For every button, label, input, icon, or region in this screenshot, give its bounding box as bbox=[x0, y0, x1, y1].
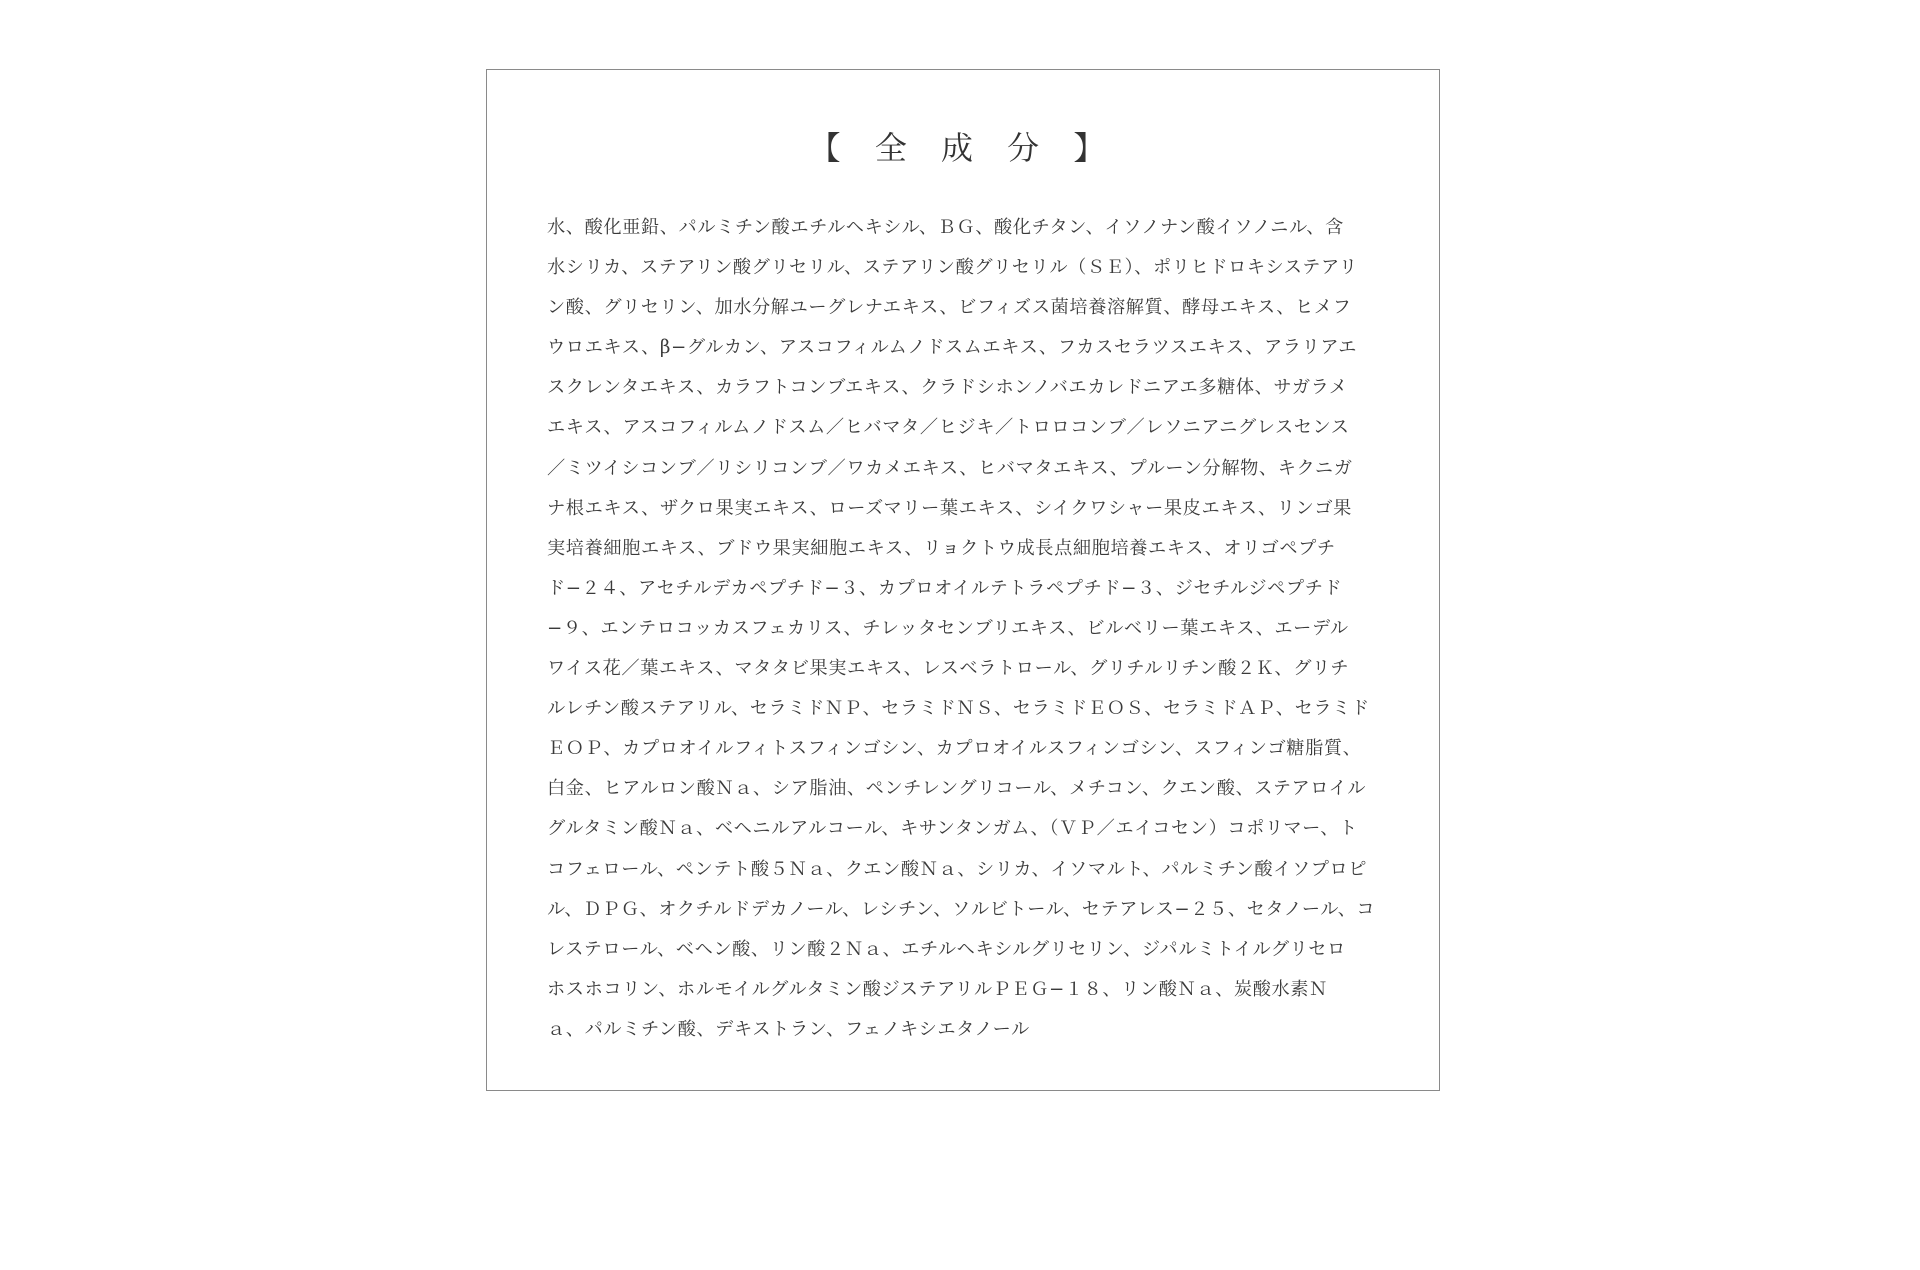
ingredients-line: レステロール、ベヘン酸、リン酸２Ｎａ、エチルヘキシルグリセリン、ジパルミトイルグリセロ bbox=[547, 938, 1346, 960]
ingredients-line: ＥＯＰ、カプロオイルフィトスフィンゴシン、カプロオイルスフィンゴシン、スフィンゴ糖脂質、 bbox=[547, 738, 1362, 760]
ingredients-line: ナ根エキス、ザクロ果実エキス、ローズマリー葉エキス、シイクワシャー果皮エキス、リンゴ果 bbox=[547, 497, 1352, 519]
ingredients-line: ワイス花／葉エキス、マタタビ果実エキス、レスベラトロール、グリチルリチン酸２Ｋ、グリチ bbox=[547, 658, 1350, 680]
ingredients-line: グルタミン酸Ｎａ、ベヘニルアルコール、キサンタンガム、（ＶＰ／エイコセン）コポリマー、ト bbox=[547, 818, 1358, 840]
ingredients-line: ａ、パルミチン酸、デキストラン、フェノキシエタノール bbox=[547, 1018, 1030, 1040]
ingredients-panel bbox=[486, 69, 1440, 1091]
ingredients-line: 水、酸化亜鉛、パルミチン酸エチルヘキシル、ＢＧ、酸化チタン、イソノナン酸イソノニル、含 bbox=[547, 217, 1344, 238]
ingredients-line: ン酸、グリセリン、加水分解ユーグレナエキス、ビフィズス菌培養溶解質、酵母エキス、ヒメフ bbox=[547, 297, 1352, 319]
ingredients-line: 白金、ヒアルロン酸Ｎａ、シア脂油、ペンチレングリコール、メチコン、クエン酸、ステアロイル bbox=[547, 778, 1367, 800]
ingredients-line: コフェロール、ペンテト酸５Ｎａ、クエン酸Ｎａ、シリカ、イソマルト、パルミチン酸イソプロピ bbox=[547, 858, 1368, 880]
ingredients-line: −９、エンテロコッカスフェカリス、チレッタセンブリエキス、ビルベリー葉エキス、エーデル bbox=[547, 617, 1349, 639]
ingredients-line: ルレチン酸ステアリル、セラミドＮＰ、セラミドＮＳ、セラミドＥＯＳ、セラミドＡＰ、セラミド bbox=[547, 698, 1370, 720]
ingredients-line: ホスホコリン、ホルモイルグルタミン酸ジステアリルＰＥＧ−１８、リン酸Ｎａ、炭酸水素Ｎ bbox=[547, 978, 1328, 1000]
ingredients-title: 【 全 成 分 】 bbox=[808, 129, 1118, 167]
ingredients-line: ド−２４、アセチルデカペプチド−３、カプロオイルテトラペプチド−３、ジセチルジペプチド bbox=[547, 577, 1343, 599]
ingredients-line: ウロエキス、β−グルカン、アスコフィルムノドスムエキス、フカスセラツスエキス、アラリアエ bbox=[547, 337, 1358, 359]
ingredients-list bbox=[547, 208, 1387, 1050]
ingredients-line: エキス、アスコフィルムノドスム／ヒバマタ／ヒジキ／トロロコンブ／レソニアニグレスセンス bbox=[547, 417, 1350, 439]
ingredients-line: 実培養細胞エキス、ブドウ果実細胞エキス、リョクトウ成長点細胞培養エキス、オリゴペプチ bbox=[547, 537, 1336, 559]
ingredients-line: スクレンタエキス、カラフトコンブエキス、クラドシホンノバエカレドニアエ多糖体、サガラメ bbox=[547, 377, 1348, 399]
ingredients-line: ル、ＤＰＧ、オクチルドデカノール、レシチン、ソルビトール、セテアレス−２５、セタノール、コ bbox=[547, 898, 1376, 920]
ingredients-line: 水シリカ、ステアリン酸グリセリル、ステアリン酸グリセリル（ＳＥ）、ポリヒドロキシステアリ bbox=[547, 257, 1358, 279]
ingredients-line: ／ミツイシコンブ／リシリコンブ／ワカメエキス、ヒバマタエキス、プルーン分解物、キクニガ bbox=[547, 457, 1353, 479]
